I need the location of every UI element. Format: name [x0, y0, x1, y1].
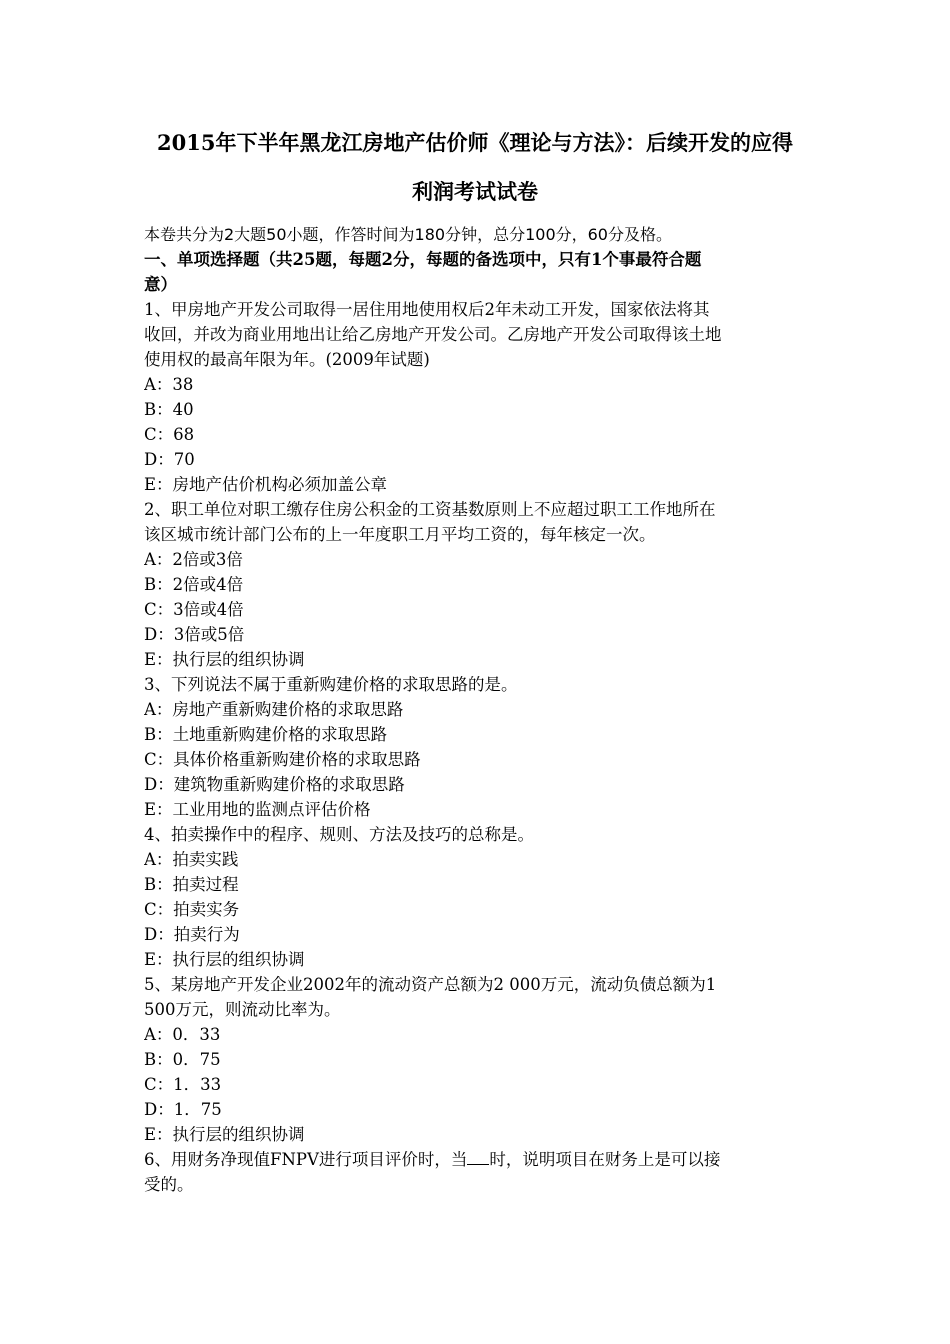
option-a: A：拍卖实践 — [144, 850, 239, 869]
option-e: E：房地产估价机构必须加盖公章 — [144, 475, 388, 494]
question-text-line: 使用权的最高年限为年。(2009年试题) — [144, 350, 430, 369]
option-e: E：执行层的组织协调 — [144, 950, 305, 969]
option-b: B：0．75 — [144, 1050, 221, 1069]
option-a: A：38 — [144, 375, 194, 394]
option-e: E：执行层的组织协调 — [144, 1125, 305, 1144]
option-b: B：拍卖过程 — [144, 875, 239, 894]
question-1 — [144, 297, 808, 497]
option-d: D：1．75 — [144, 1100, 222, 1119]
question-text-line: 该区城市统计部门公布的上一年度职工月平均工资的，每年核定一次。 — [144, 525, 656, 544]
option-b: B：2倍或4倍 — [144, 575, 244, 594]
option-a: A：房地产重新购建价格的求取思路 — [144, 700, 404, 719]
question-text-line: 受的。 — [144, 1175, 194, 1194]
question-text-line: 3、下列说法不属于重新购建价格的求取思路的是。 — [144, 675, 518, 694]
question-text-line: 2、职工单位对职工缴存住房公积金的工资基数原则上不应超过职工工作地所在 — [144, 500, 716, 519]
document-title-line-2: 利润考试试卷 — [412, 179, 538, 204]
option-e: E：工业用地的监测点评估价格 — [144, 800, 371, 819]
question-text-line: 5、某房地产开发企业2002年的流动资产总额为2 000万元，流动负债总额为1 — [144, 975, 717, 994]
question-text-part: 时，说明项目在财务上是可以接 — [489, 1150, 721, 1169]
option-b: B：40 — [144, 400, 194, 419]
document-title-line-1: 2015年下半年黑龙江房地产估价师《理论与方法》：后续开发的应得 — [157, 130, 793, 155]
question-2 — [144, 497, 808, 672]
option-c: C：1．33 — [144, 1075, 222, 1094]
option-c: C：3倍或4倍 — [144, 600, 244, 619]
question-text-part: 6、用财务净现值FNPV进行项目评价时，当 — [144, 1150, 468, 1169]
option-d: D：70 — [144, 450, 195, 469]
question-4 — [144, 822, 808, 972]
question-text-line: 4、拍卖操作中的程序、规则、方法及技巧的总称是。 — [144, 825, 534, 844]
question-3 — [144, 672, 808, 822]
question-text-line — [144, 1147, 808, 1172]
question-6 — [144, 1147, 808, 1197]
question-5 — [144, 972, 808, 1147]
option-c: C：68 — [144, 425, 195, 444]
exam-intro: 本卷共分为2大题50小题，作答时间为180分钟，总分100分，60分及格。 — [144, 225, 672, 244]
option-e: E：执行层的组织协调 — [144, 650, 305, 669]
option-d: D：建筑物重新购建价格的求取思路 — [144, 775, 405, 794]
option-a: A：0．33 — [144, 1025, 221, 1044]
option-b: B：土地重新购建价格的求取思路 — [144, 725, 388, 744]
document-body — [144, 222, 808, 1197]
question-text-line: 1、甲房地产开发公司取得一居住用地使用权后2年未动工开发，国家依法将其 — [144, 300, 710, 319]
answer-blank — [467, 1148, 489, 1165]
option-c: C：拍卖实务 — [144, 900, 240, 919]
section-heading-line-2: 意） — [144, 275, 177, 294]
question-text-line: 收回，并改为商业用地出让给乙房地产开发公司。乙房地产开发公司取得该土地 — [144, 325, 722, 344]
option-a: A：2倍或3倍 — [144, 550, 243, 569]
question-text-line: 500万元，则流动比率为。 — [144, 1000, 341, 1019]
option-d: D：拍卖行为 — [144, 925, 240, 944]
section-heading-line-1: 一、单项选择题（共25题，每题2分，每题的备选项中，只有1个事最符合题 — [144, 250, 702, 269]
option-c: C：具体价格重新购建价格的求取思路 — [144, 750, 421, 769]
option-d: D：3倍或5倍 — [144, 625, 245, 644]
